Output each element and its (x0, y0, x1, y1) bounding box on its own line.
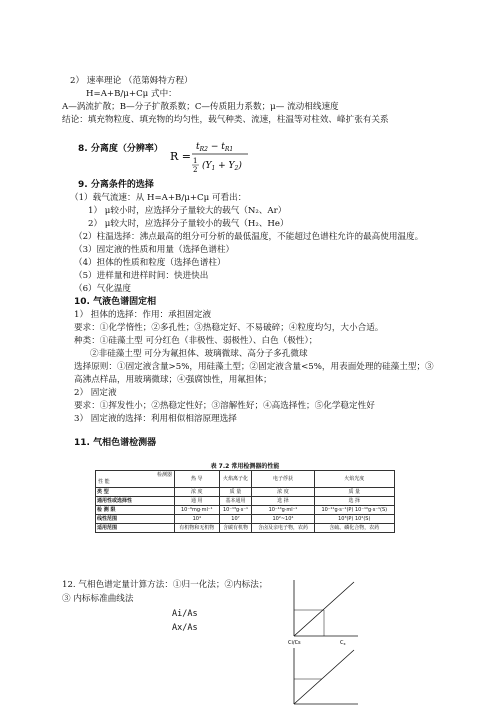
s10-principles: 选择原则：①固定液含量>5%，用硅藻土型；②固定液含量<5%，用表面处理的硅藻土型；③ (74, 362, 434, 372)
table-cell: 选 择 (252, 497, 314, 506)
s10-non-diatomite: ②非硅藻土型 可分为氟担体、玻璃微球、高分子多孔微球 (90, 349, 308, 359)
table-cell: 有机物和无机物 (175, 524, 220, 533)
table-cell: 10⁻¹⁴g·ml⁻¹ (252, 506, 314, 515)
ratio-ax-as: Ax/As (172, 623, 198, 633)
formula-half-num: 1 (193, 157, 198, 165)
table-cell: 10⁴ (175, 515, 220, 524)
table-row (96, 506, 395, 515)
table-cell: 浓 度 (252, 488, 314, 497)
col-header: 电子俘获 (252, 471, 314, 488)
formula-numerator: $t_{R2} - t_{R1}$ (196, 142, 234, 153)
table-cell: 10⁻¹¹g·s⁻¹(P) 10⁻¹⁰g·s⁻¹(S) (314, 506, 394, 515)
formula-lhs: R = (170, 150, 191, 163)
row-label: 类 型 (96, 488, 175, 497)
s9-low-velocity: 1） μ较小时，应选择分子量较大的载气（N₂、Ar） (88, 206, 287, 216)
conclusion-line: 结论：填充物粒度、填充物的均匀性，载气种类、流速，柱温等对柱效、峰扩张有关系 (62, 115, 389, 125)
row-label: 线性范围 (96, 515, 175, 524)
table-header-row (96, 471, 395, 488)
s10-requirements: 要求：①化学惰性；②多孔性；③热稳定好、不易破碎；④粒度均匀，大小合适。 (74, 323, 384, 333)
table-cell: 选 择 (314, 497, 394, 506)
s10-liquid-selection: 3） 固定液的选择：利用相似相溶原理选择 (74, 414, 237, 424)
section-12-heading: 12. 气相色谱定量计算方法：①归一化法；②内标法； (62, 580, 268, 590)
table-cell: 含卤及亲电子物，农药 (252, 524, 314, 533)
detector-performance-table (95, 470, 395, 533)
calibration-curve-graphs (280, 578, 360, 707)
col-header: 火焰离子化 (219, 471, 252, 488)
row-label: 检 测 限 (96, 506, 175, 515)
s9-support: （4）担体的性质和粒度（选择色谱柱） (74, 258, 226, 268)
row-label: 通用性或选择性 (96, 497, 175, 506)
s10-support-selection: 1） 担体的选择：作用：承担固定液 (74, 310, 212, 320)
section-10-heading: 10. 气液色谱固定相 (74, 297, 157, 307)
table-cell: 10³(P) 10²(S) (314, 515, 394, 524)
section-8-heading: 8. 分离度（分辨率） (78, 144, 163, 154)
s9-vaporization: （6）气化温度 (74, 284, 132, 294)
s12-internal-curve: ③ 内标标准曲线法 (62, 594, 134, 604)
table-cell: 质 量 (314, 488, 394, 497)
s9-column-temp: （2）柱温选择：沸点最高的组分可分析的最低温度，不能超过色谱柱允许的最高使用温度。 (74, 232, 424, 242)
table-cell: 含碳有机物 (219, 524, 252, 533)
formula-denominator: $(Y_1 + Y_2)$ (202, 161, 242, 172)
s10-principles-cont: 高沸点样品，用玻璃微球；④强腐蚀性，用氟担体； (74, 375, 272, 385)
ratio-ai-as: Ai/As (172, 609, 198, 619)
table-cell: 10²~10⁴ (252, 515, 314, 524)
s10-stationary-liquid: 2） 固定液 (74, 388, 117, 398)
table-corner-cell: 检测器 性 能 (96, 471, 175, 488)
graph2-calibration-line (294, 650, 354, 704)
van-deemter-equation: H=A+B/μ+Cμ 式中： (86, 89, 177, 99)
table-row (96, 515, 395, 524)
table-cell: 通 用 (175, 497, 220, 506)
table-row (96, 488, 395, 497)
table-cell: 含硫、磷化合物，农药 (314, 524, 394, 533)
table-cell: 10⁻¹³g·s⁻¹ (219, 506, 252, 515)
formula-half-den: 2 (193, 166, 198, 174)
table-cell: 基本通用 (219, 497, 252, 506)
equation-terms: A—涡流扩散；B—分子扩散系数；C—传质阻力系数；μ— 流动相线速度 (62, 102, 339, 112)
col-header: 热 导 (175, 471, 220, 488)
table-cell: 质 量 (219, 488, 252, 497)
graph1-xlabel2: $C_x$ (340, 640, 346, 646)
s9-injection: （5）进样量和进样时间：快进快出 (74, 271, 209, 281)
section-9-heading: 9. 分离条件的选择 (78, 180, 154, 190)
table-row (96, 497, 395, 506)
col-header: 火焰光度 (314, 471, 394, 488)
table-caption: 表 7.2 常用检测器的性能 (210, 463, 280, 470)
resolution-formula (78, 137, 278, 177)
s10-liquid-requirements: 要求：①挥发性小；②热稳定性好；③溶解性好；④高选择性；⑤化学稳定性好 (74, 401, 375, 411)
s9-carrier-gas: （1）载气流速：从 H=A+B/μ+Cμ 可看出： (70, 193, 247, 203)
row-label: 适用范围 (96, 524, 175, 533)
table-cell: 10⁷ (219, 515, 252, 524)
s10-types: 种类：①硅藻土型 可分红色（非极性、弱极性）、白色（极性）； (74, 336, 318, 346)
graph1-xlabel: Ci/Cs (288, 640, 301, 646)
s9-high-velocity: 2） μ较大时，应选择分子量较小的载气（H₂、He） (88, 219, 289, 229)
table-row (96, 524, 395, 533)
s9-stationary-liquid: （3）固定液的性质和用量（选择色谱柱） (74, 245, 235, 255)
table-cell: 10⁻⁶mg·ml⁻¹ (175, 506, 220, 515)
table-cell: 浓 度 (175, 488, 220, 497)
rate-theory-heading: 2） 速率理论 （范第姆特方程） (70, 76, 193, 86)
section-11-heading: 11. 气相色谱检测器 (74, 438, 157, 448)
